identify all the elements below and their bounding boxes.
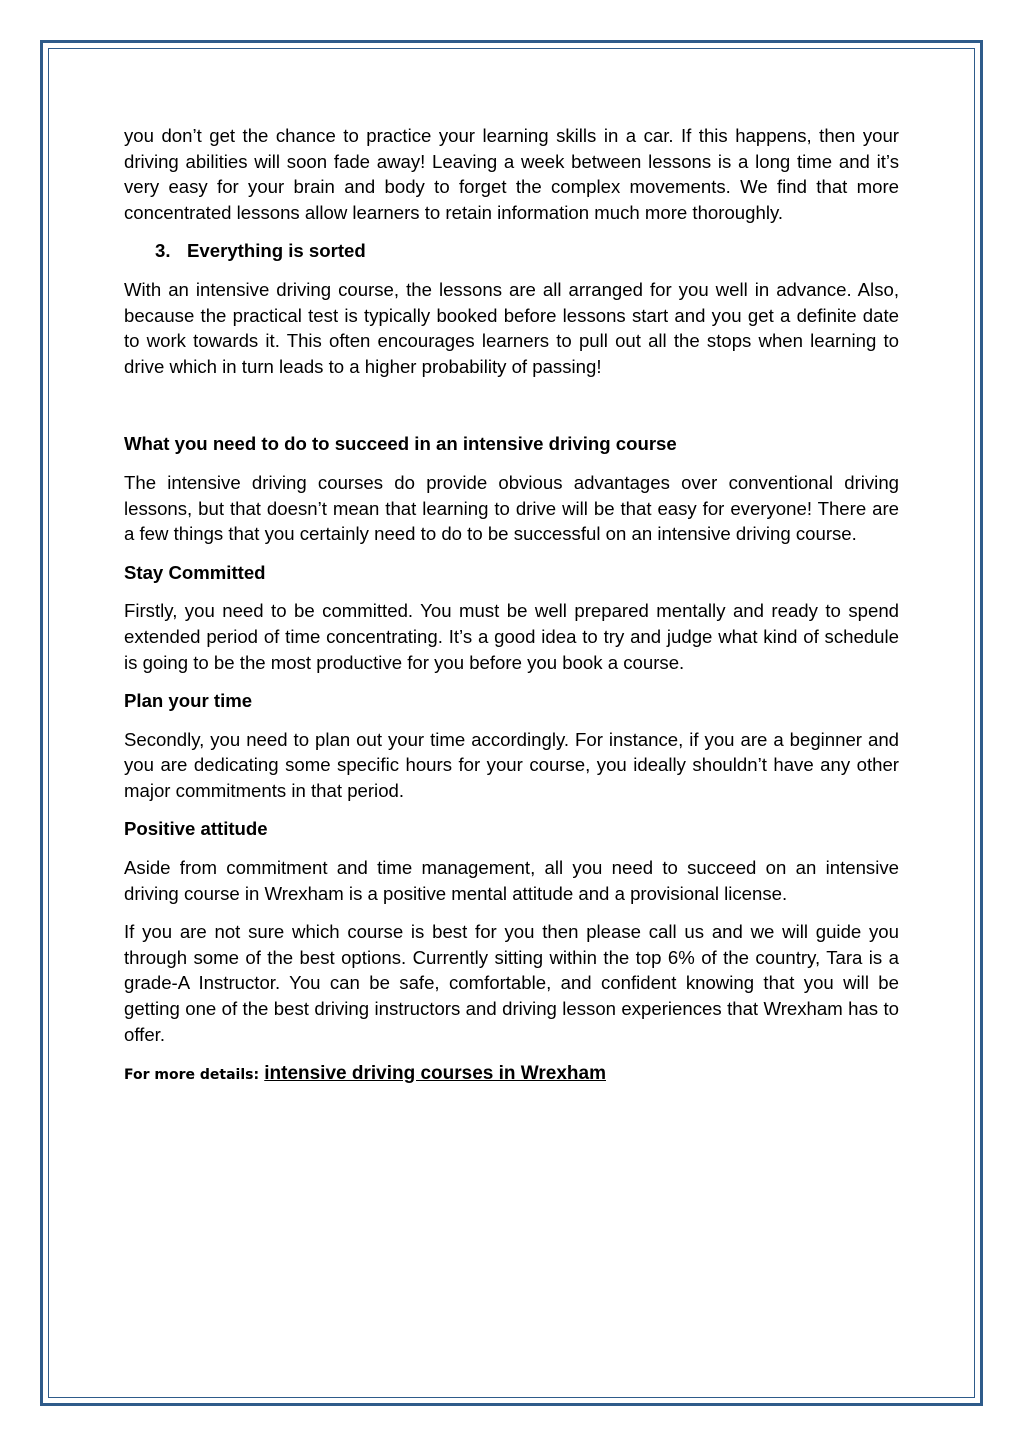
list-number: 3. xyxy=(155,240,171,262)
details-label: For more details: xyxy=(124,1067,260,1084)
list-item-title: Everything is sorted xyxy=(187,240,366,262)
spacer xyxy=(124,392,899,431)
paragraph-plan: Secondly, you need to plan out your time accordingly. For instance, if you are a beginner and you are dedicating some specific hours for your course, you ideally shouldn’t have any other major commitments in that period. xyxy=(124,728,899,801)
heading-positive-attitude: Positive attitude xyxy=(124,818,268,840)
paragraph-attitude: Aside from commitment and time management, all you need to succeed on an intensive driving course in Wrexham is a positive mental attitude and a provisional license. xyxy=(124,857,899,904)
paragraph-arranged: With an intensive driving course, the lessons are all arranged for you well in advance. Also, because the practical test is typically booked before lessons start and you get a definite date to work towards it. This often encourages learners to pull out all the stops when learning to drive which in turn leads to a higher probability of passing! xyxy=(124,278,899,377)
paragraph-practice: you don’t get the chance to practice your learning skills in a car. If this happens, then your driving abilities will soon fade away! Leaving a week between lessons is a long time and it’s very easy for your brain and body to forget the complex movements. We find that more concentrated lessons allow learners to retain information much more thoroughly. xyxy=(124,125,899,223)
paragraph-advantages: The intensive driving courses do provide obvious advantages over conventional driving lessons, but that doesn’t mean that learning to drive will be that easy for everyone! There are a few things that you certainly need to do to be successful on an intensive driving course. xyxy=(124,471,899,545)
section-heading: What you need to do to succeed in an intensive driving course xyxy=(124,433,677,455)
document-body xyxy=(124,123,899,1089)
paragraph-committed: Firstly, you need to be committed. You must be well prepared mentally and ready to spend extended period of time concentrating. It’s a good idea to try and judge what kind of schedule is going to be the most productive for you before you book a course. xyxy=(124,600,899,673)
more-details xyxy=(124,1060,899,1089)
list-item-everything-sorted xyxy=(155,238,899,264)
courses-link[interactable]: intensive driving courses in Wrexham xyxy=(264,1063,606,1085)
heading-stay-committed: Stay Committed xyxy=(124,561,266,583)
paragraph-contact: If you are not sure which course is best for you then please call us and we will guide you through some of the best options. Currently sitting within the top 6% of the country, Tara is a grade-A Instructor. You can be safe, comfortable, and confident knowing that you will be getting one of the best driving instructors and driving lesson experiences that Wrexham has to offer. xyxy=(124,921,899,1045)
heading-plan-time: Plan your time xyxy=(124,690,253,712)
